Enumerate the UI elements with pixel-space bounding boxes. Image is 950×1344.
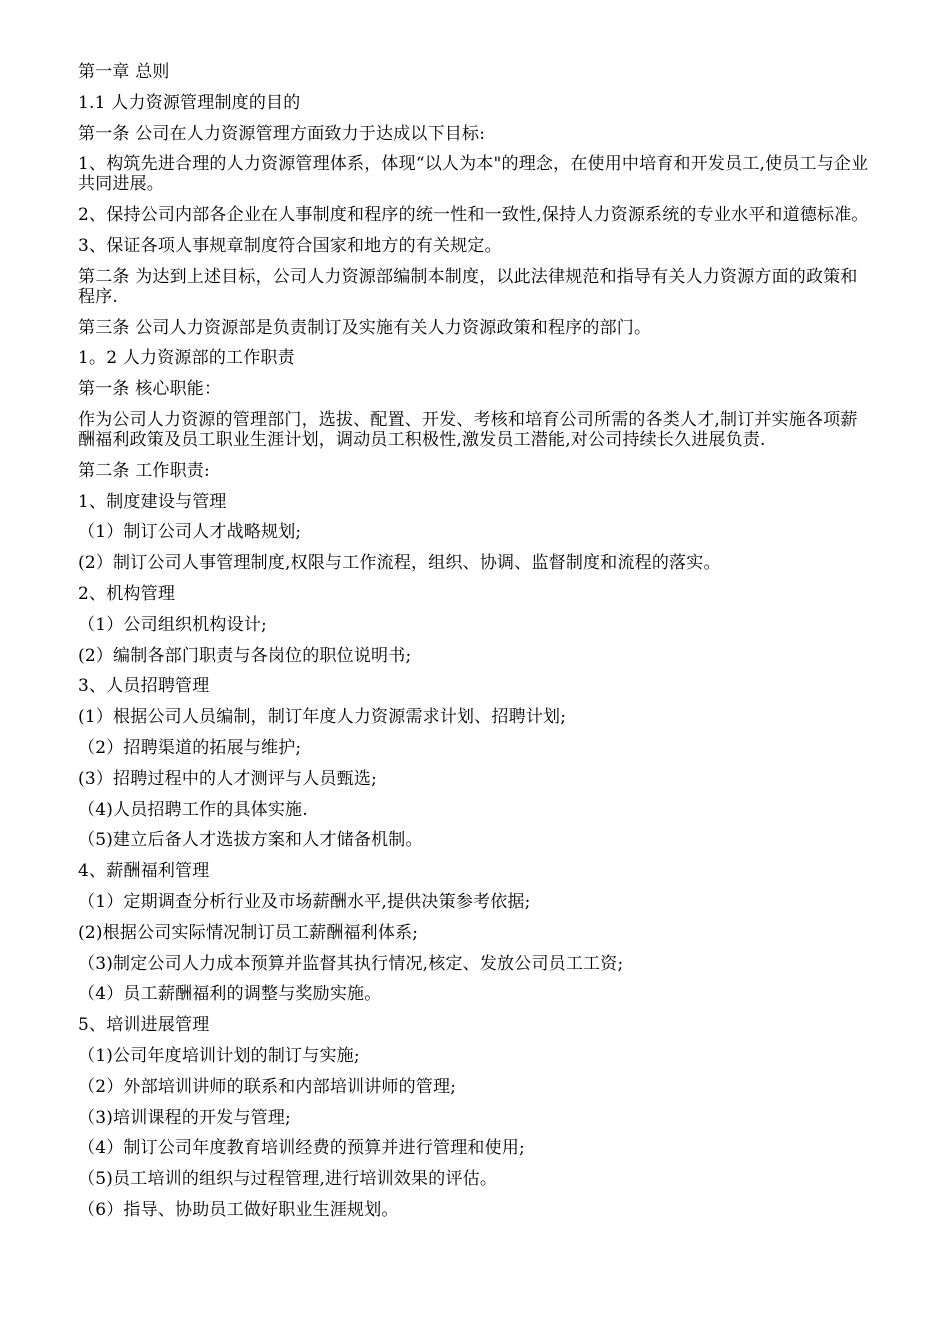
list-item: （2）外部培训讲师的联系和内部培训讲师的管理;	[78, 1076, 457, 1097]
list-item: （4)人员招聘工作的具体实施.	[78, 799, 308, 820]
list-item: (3）招聘过程中的人才测评与人员甄选;	[78, 768, 377, 789]
subsection-heading: 1、制度建设与管理	[78, 491, 227, 512]
article-paragraph: 第二条 工作职责:	[78, 460, 210, 481]
article-paragraph: 第一条 核心职能：	[78, 379, 222, 400]
section-heading: 1.1 人力资源管理制度的目的	[78, 92, 301, 113]
list-item: （1）定期调查分析行业及市场薪酬水平,提供决策参考依据;	[78, 891, 531, 912]
chapter-title: 第一章 总则	[78, 62, 170, 82]
list-item: （1）制订公司人才战略规划;	[78, 522, 302, 543]
list-item: （1)公司年度培训计划的制订与实施;	[78, 1045, 360, 1066]
list-item: （3)培训课程的开发与管理;	[78, 1107, 291, 1128]
list-item: （6）指导、协助员工做好职业生涯规划。	[78, 1199, 399, 1220]
section-heading: 1。2 人力资源部的工作职责	[78, 348, 295, 369]
list-item: (2）编制各部门职责与各岗位的职位说明书;	[78, 645, 412, 666]
body-paragraph: 作为公司人力资源的管理部门，选拔、配置、开发、考核和培育公司所需的各类人才,制订并实施各项薪酬福利政策及员工职业生涯计划，调动员工积极性,激发员工潜能,对公司持续长久进展负责.	[78, 409, 858, 450]
article-paragraph: 第二条 为达到上述目标，公司人力资源部编制本制度，以此法律规范和指导有关人力资源方面的政策和程序.	[78, 266, 858, 307]
list-item: （5)员工培训的组织与过程管理,进行培训效果的评估。	[78, 1169, 498, 1190]
list-item: (2）制订公司人事管理制度,权限与工作流程，组织、协调、监督制度和流程的落实。	[78, 553, 721, 574]
list-item: （1）公司组织机构设计;	[78, 614, 267, 635]
list-item: （3)制定公司人力成本预算并监督其执行情况,核定、发放公司员工工资;	[78, 953, 624, 974]
list-item: (1）根据公司人员编制，制订年度人力资源需求计划、招聘计划;	[78, 707, 567, 728]
list-item: （2）招聘渠道的拓展与维护;	[78, 737, 302, 758]
list-item: (2)根据公司实际情况制订员工薪酬福利体系;	[78, 922, 419, 943]
list-paragraph: 3、保证各项人事规章制度符合国家和地方的有关规定。	[78, 235, 502, 256]
subsection-heading: 2、机构管理	[78, 583, 176, 604]
subsection-heading: 4、薪酬福利管理	[78, 861, 210, 882]
subsection-heading: 3、人员招聘管理	[78, 676, 210, 697]
subsection-heading: 5、培训进展管理	[78, 1015, 210, 1036]
list-paragraph: 1、构筑先进合理的人力资源管理体系，体现“以人为本"的理念，在使用中培育和开发员工,使员工与企业共同进展。	[78, 154, 869, 195]
list-item: （5)建立后备人才选拔方案和人才储备机制。	[78, 830, 423, 851]
article-paragraph: 第三条 公司人力资源部是负责制订及实施有关人力资源政策和程序的部门。	[78, 317, 652, 338]
list-paragraph: 2、保持公司内部各企业在人事制度和程序的统一性和一致性,保持人力资源系统的专业水平和道德标准。	[78, 205, 869, 226]
list-item: （4）制订公司年度教育培训经费的预算并进行管理和使用;	[78, 1138, 525, 1159]
list-item: （4）员工薪酬福利的调整与奖励实施。	[78, 984, 382, 1005]
article-paragraph: 第一条 公司在人力资源管理方面致力于达成以下目标:	[78, 123, 486, 144]
